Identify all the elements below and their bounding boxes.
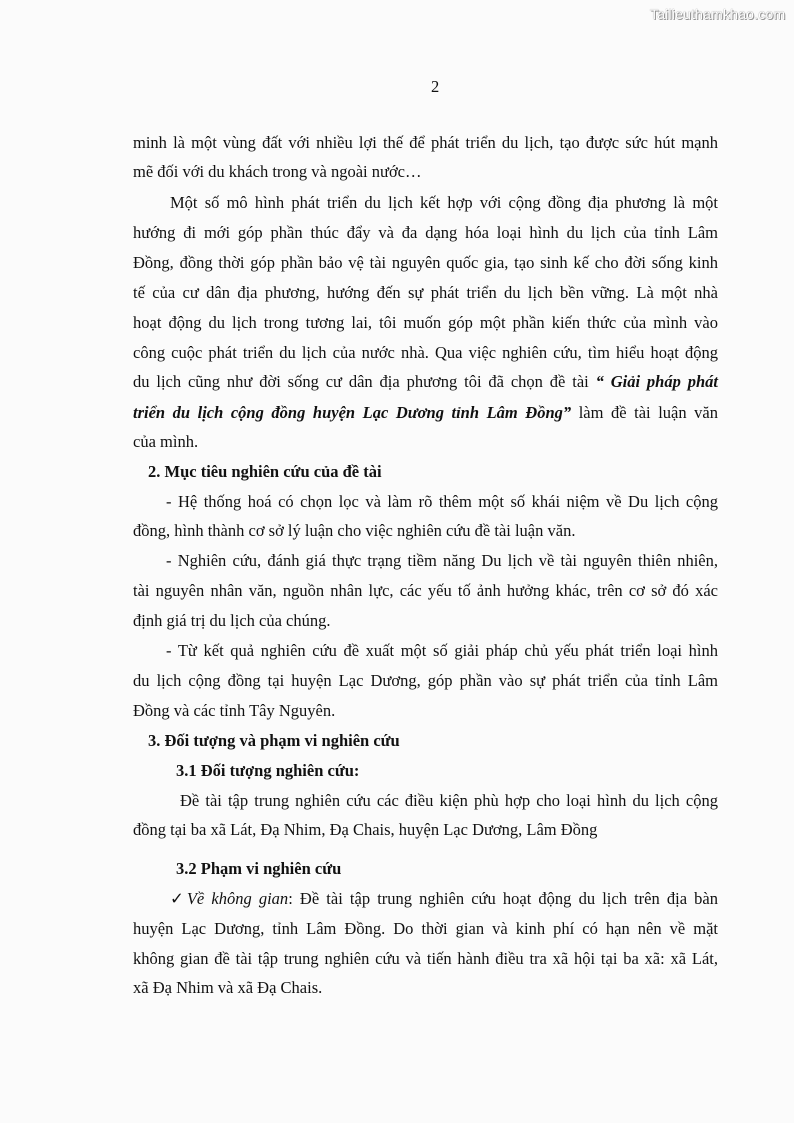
page-number: 2 [431, 77, 440, 96]
text-segment: minh là một vùng đất với nhiều lợi thế để phát triển du lịch, tạo được sức hút mạnh [133, 133, 718, 152]
text-segment: của mình. [133, 432, 199, 451]
text-segment: du lịch cộng đồng tại huyện Lạc Dương, góp phần vào sự phát triển của tỉnh Lâm [133, 671, 718, 690]
text-segment: 2. Mục tiêu nghiên cứu của đề tài [148, 462, 382, 481]
text-segment: mẽ đối với du khách trong và ngoài nước… [133, 162, 422, 181]
section-heading [148, 462, 718, 482]
text-segment: - Hệ thống hoá có chọn lọc và làm rõ thêm một số khái niệm về Du lịch cộng [166, 492, 718, 511]
text-segment: không gian đề tài tập trung nghiên cứu và tiến hành điều tra xã hội tại ba xã: xã Lát, [133, 949, 718, 968]
section-heading [148, 731, 718, 751]
text-segment: Đồng, đồng thời góp phần bảo vệ tài nguyên quốc gia, tạo sinh kế cho đời sống kinh [133, 253, 718, 272]
text-segment: đồng tại ba xã Lát, Đạ Nhim, Đạ Chais, huyện Lạc Dương, Lâm Đồng [133, 820, 598, 839]
text-segment: du lịch cũng như đời sống cư dân địa phương tôi đã chọn đề tài [133, 372, 596, 391]
text-segment: định giá trị du lịch của chúng. [133, 611, 331, 630]
text-segment: đồng, hình thành cơ sở lý luận cho việc nghiên cứu đề tài luận văn. [133, 521, 576, 540]
text-segment: xã Đạ Nhim và xã Đạ Chais. [133, 978, 323, 997]
section-heading [176, 761, 718, 781]
text-line [133, 978, 718, 998]
text-line [133, 701, 718, 721]
text-line [133, 611, 718, 631]
text-line [170, 193, 718, 213]
text-segment: 3.2 Phạm vi nghiên cứu [176, 859, 342, 878]
text-segment: Đồng và các tỉnh Tây Nguyên. [133, 701, 336, 720]
text-segment: - Từ kết quả nghiên cứu đề xuất một số giải pháp chủ yếu phát triển loại hình [166, 641, 718, 660]
text-line [133, 581, 718, 601]
text-line [133, 343, 718, 363]
text-line [133, 223, 718, 243]
text-line [170, 889, 718, 909]
text-line [133, 283, 718, 303]
text-line [166, 551, 718, 571]
text-line [133, 919, 718, 939]
watermark: Tailieuthamkhao.com [650, 6, 786, 22]
text-segment: Về không gian [186, 889, 289, 908]
text-line [133, 313, 718, 333]
checkmark-icon: ✓ [170, 889, 187, 908]
text-line [133, 403, 718, 423]
section-heading [176, 859, 718, 879]
text-line [133, 372, 718, 392]
text-segment: Một số mô hình phát triển du lịch kết hợp với cộng đồng địa phương là một [170, 193, 718, 212]
text-line [166, 492, 718, 512]
text-line [133, 253, 718, 273]
text-segment: công cuộc phát triển du lịch của nước nhà. Qua việc nghiên cứu, tìm hiểu hoạt động [133, 343, 718, 362]
text-line [133, 949, 718, 969]
text-segment: : Đề tài tập trung nghiên cứu hoạt động du lịch trên địa bàn [288, 889, 718, 908]
text-segment: tế của cư dân địa phương, hướng đến sự phát triển du lịch bền vững. Là một nhà [133, 283, 718, 302]
text-line [133, 671, 718, 691]
text-segment: - Nghiên cứu, đánh giá thực trạng tiềm năng Du lịch về tài nguyên thiên nhiên, [166, 551, 718, 570]
text-segment: hướng đi mới góp phần thúc đẩy và đa dạng hóa loại hình du lịch của tỉnh Lâm [133, 223, 718, 242]
text-segment: 3. Đối tượng và phạm vi nghiên cứu [148, 731, 400, 750]
text-line [133, 162, 718, 182]
text-line [133, 133, 718, 153]
text-segment: tài nguyên nhân văn, nguồn nhân lực, các yếu tố ảnh hưởng khác, trên cơ sở đó xác [133, 581, 718, 600]
text-line [133, 820, 718, 840]
text-segment: huyện Lạc Dương, tỉnh Lâm Đồng. Do thời gian và kinh phí có hạn nên về mặt [133, 919, 718, 938]
text-segment: Đề tài tập trung nghiên cứu các điều kiện phù hợp cho loại hình du lịch cộng [180, 791, 718, 810]
text-segment: 3.1 Đối tượng nghiên cứu: [176, 761, 360, 780]
text-line [166, 641, 718, 661]
text-segment: làm đề tài luận văn [571, 403, 718, 422]
text-line [180, 791, 718, 811]
text-segment: triển du lịch cộng đồng huyện Lạc Dương tỉnh Lâm Đồng” [133, 403, 572, 422]
text-line [133, 521, 718, 541]
text-segment: hoạt động du lịch trong tương lai, tôi muốn góp một phần kiến thức của mình vào [133, 313, 718, 332]
text-line [133, 432, 718, 452]
text-segment: “ Giải pháp phát [595, 372, 718, 391]
